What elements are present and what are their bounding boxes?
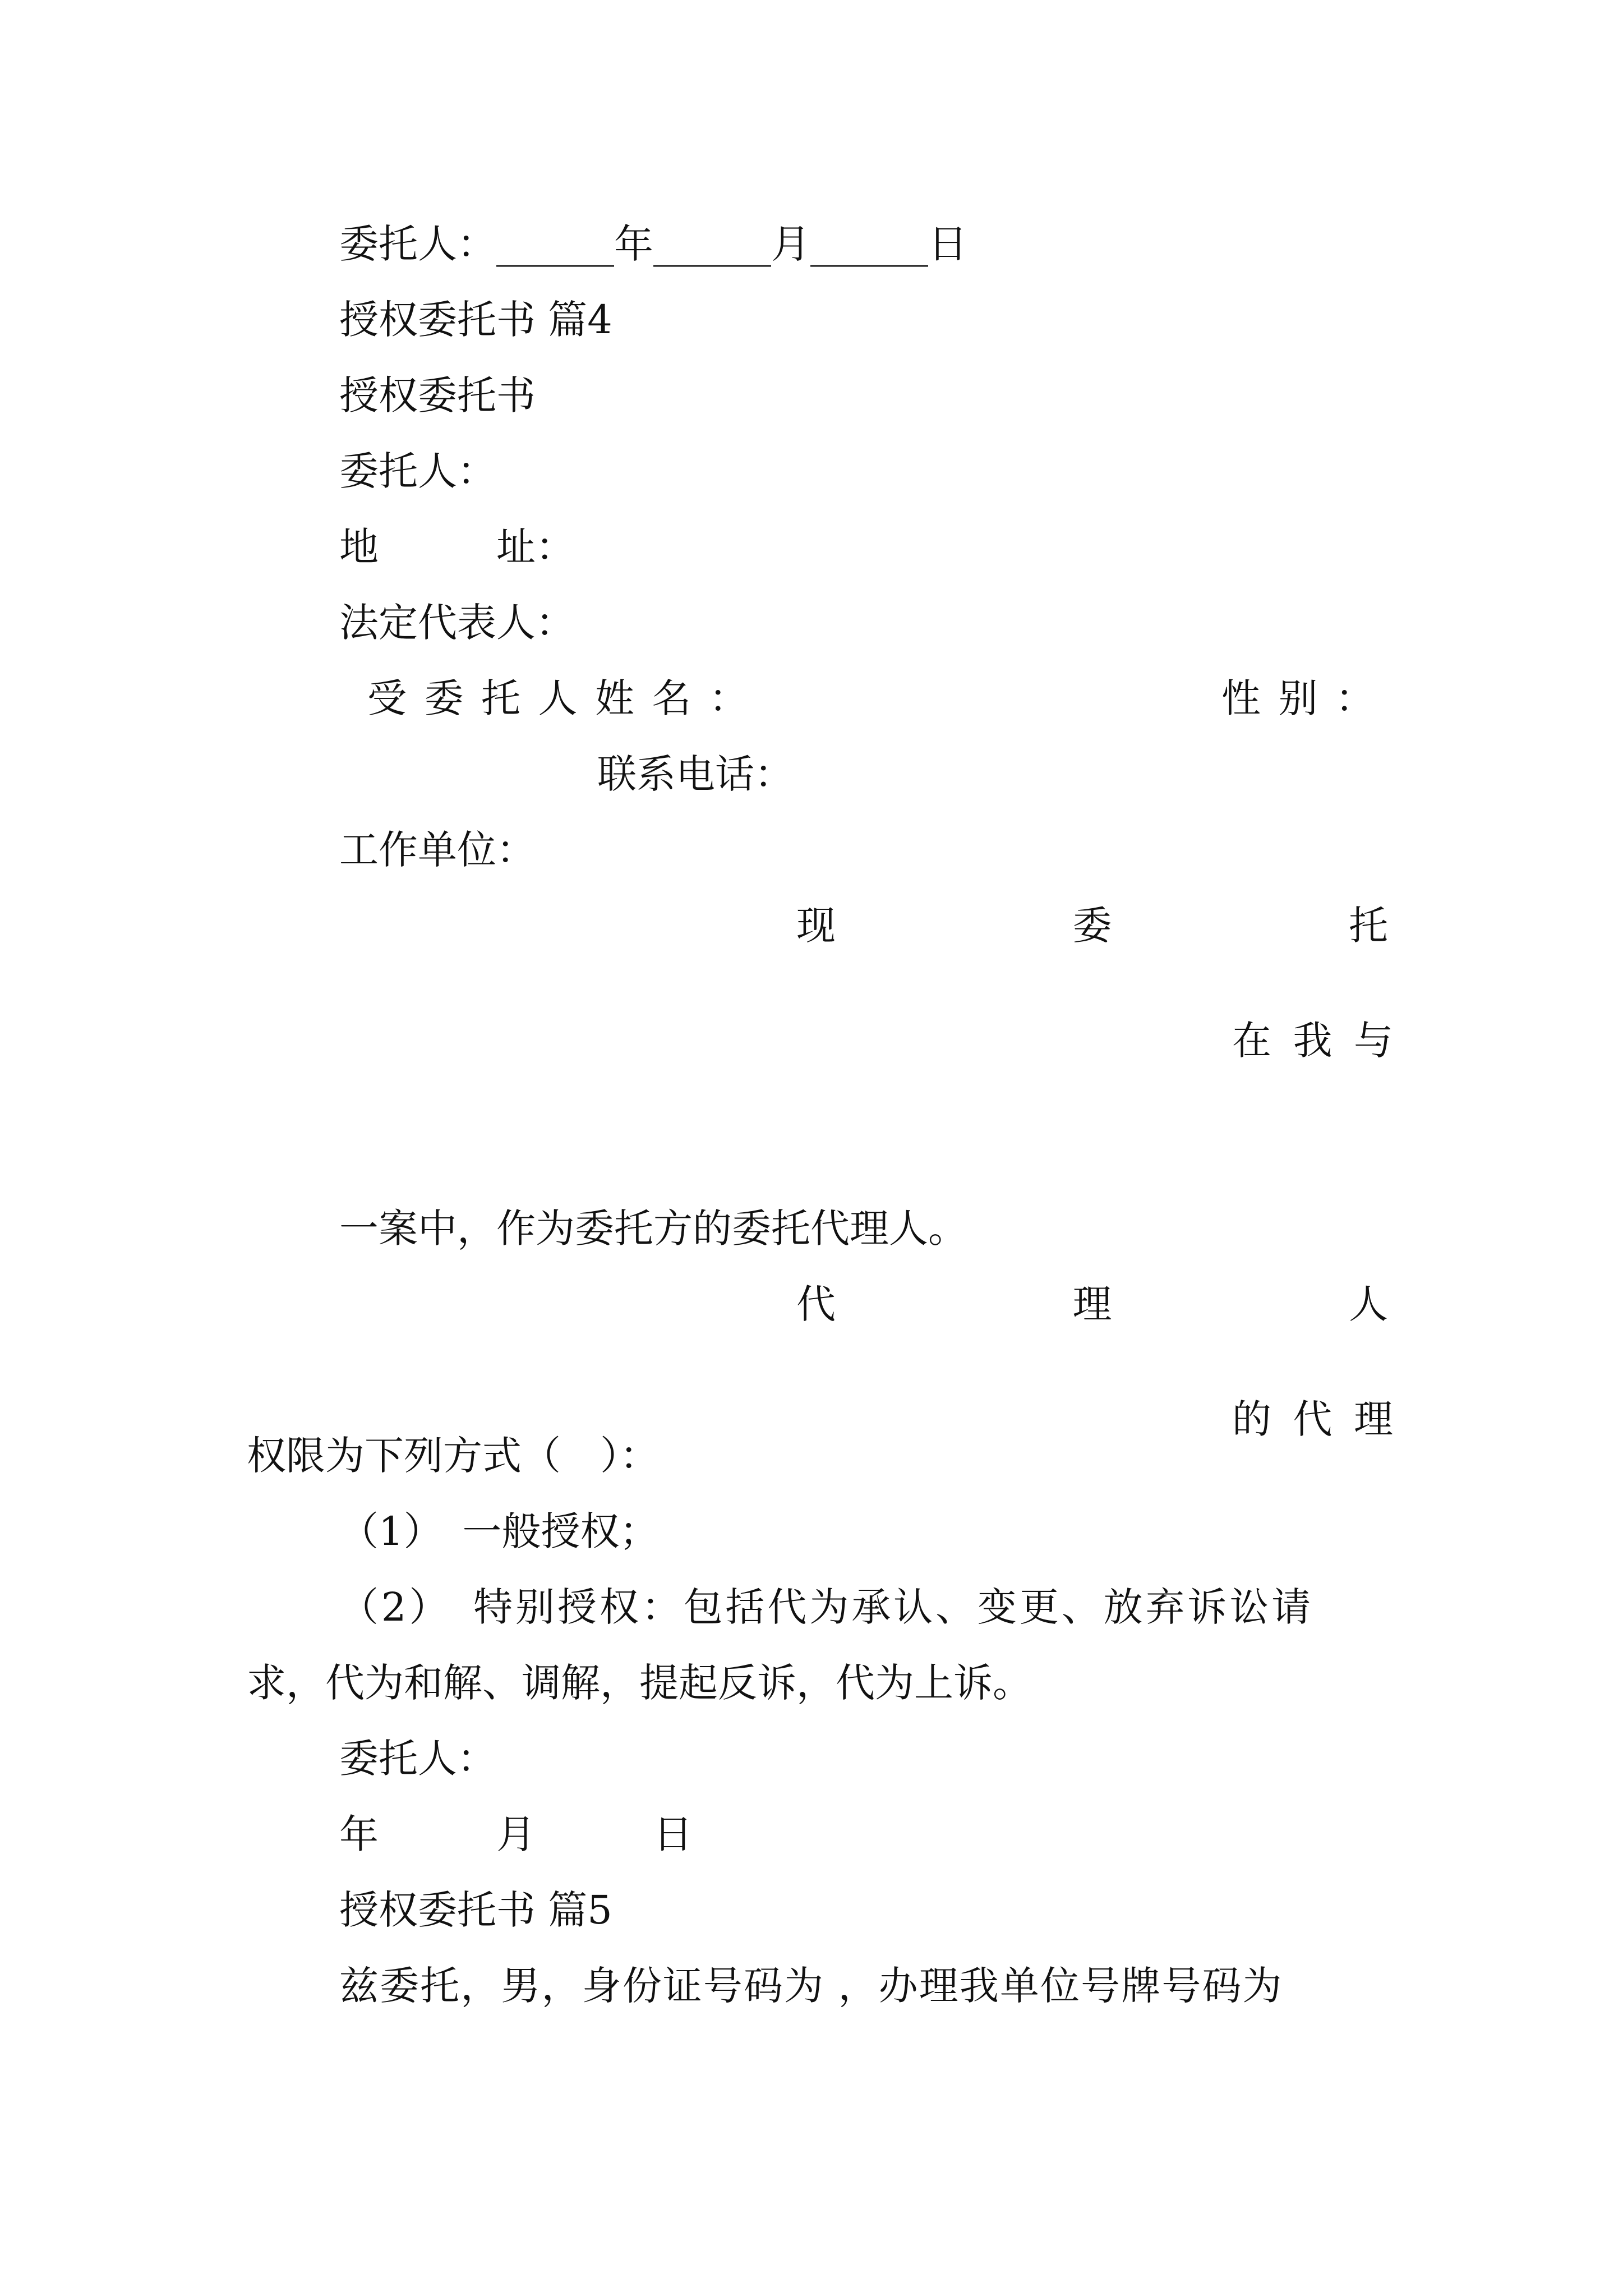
signature-date-line: 年 月 日 — [339, 1811, 693, 1857]
agency-text: 的代理 — [1232, 1396, 1415, 1442]
agent-name-label: 受委托人姓名： — [367, 675, 766, 721]
contact-phone-label: 联系电话： — [597, 751, 794, 797]
char: 人 — [1349, 1281, 1388, 1327]
work-unit-label: 工作单位： — [339, 827, 536, 873]
section-heading-4: 授权委托书 篇4 — [339, 297, 612, 343]
address-label: 地 址： — [339, 524, 575, 570]
legal-representative-label: 法定代表人： — [339, 600, 575, 646]
general-authorization-item: （1） 一般授权； — [339, 1508, 659, 1554]
delegator-label: 委托人： — [339, 448, 496, 494]
delegator-signature-label: 委托人： — [339, 1736, 496, 1782]
char: 委 — [1072, 903, 1112, 949]
justified-line-entrust — [796, 900, 1388, 951]
authority-scope-line: 权限为下列方式（ ）： — [247, 1433, 659, 1479]
char: 理 — [1072, 1281, 1112, 1327]
char: 现 — [796, 903, 836, 949]
special-authorization-continued: 求，代为和解、调解，提起反诉，代为上诉。 — [247, 1660, 1032, 1706]
char: 托 — [1349, 903, 1388, 949]
justified-line-agent — [796, 1279, 1388, 1329]
agent-gender-label: 性别： — [1221, 675, 1393, 721]
document-title: 授权委托书 — [339, 372, 536, 418]
delegator-date-line: 委托人：______年______月______日 — [339, 221, 967, 267]
char: 代 — [796, 1281, 836, 1327]
case-agent-sentence: 一案中，作为委托方的委托代理人。 — [339, 1205, 967, 1251]
entrust-statement-line: 兹委托，男，身份证号码为 ，办理我单位号牌号码为 — [339, 1963, 1283, 2009]
case-between-text: 在我与 — [1232, 1018, 1415, 1064]
special-authorization-item: （2） 特别授权：包括代为承认、变更、放弃诉讼请 — [339, 1584, 1314, 1630]
section-heading-5: 授权委托书 篇5 — [339, 1887, 612, 1933]
